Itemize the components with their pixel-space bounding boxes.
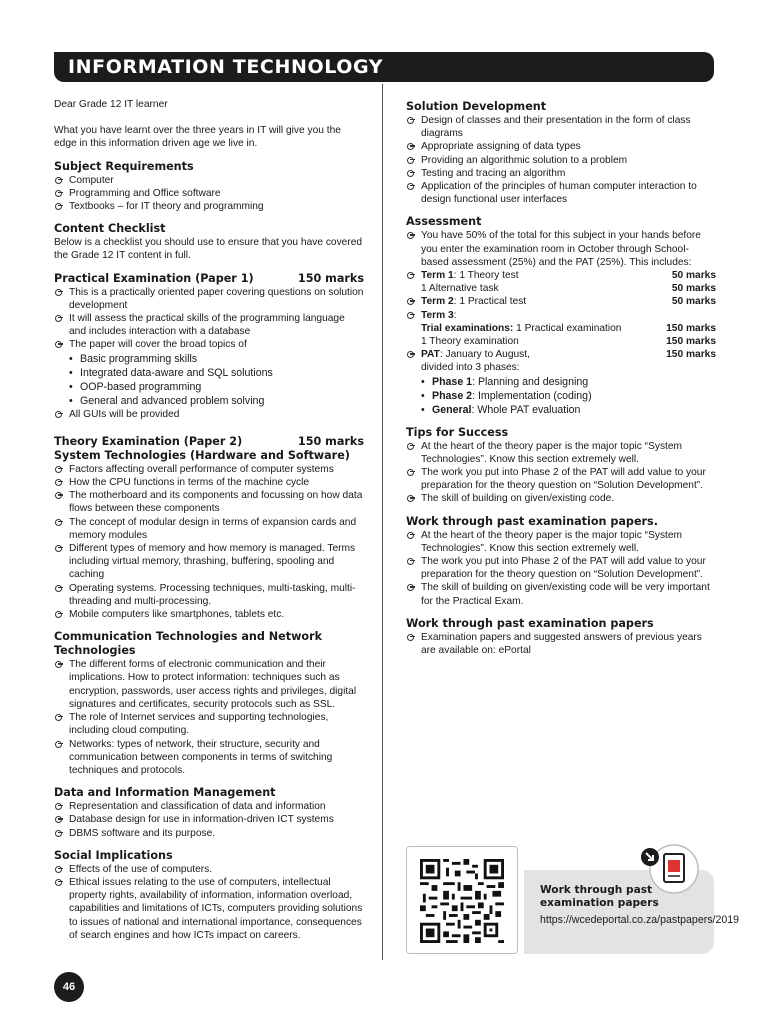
- list-item: Examination papers and suggested answers of previous years are available on: ePortal: [406, 631, 716, 657]
- theory-exam-title: Theory Examination (Paper 2): [54, 434, 243, 448]
- work-through-list-2: [406, 631, 716, 657]
- term3-label: Term 3: [421, 309, 454, 321]
- sub-list-item: [406, 389, 716, 403]
- sub-list-item: • OOP-based programming: [54, 380, 364, 394]
- intro-text: What you have learnt over the three years in IT will give you the edge in this information driven age we live in.: [54, 125, 341, 150]
- greeting: Dear Grade 12 IT learner: [54, 99, 168, 110]
- alt-task-marks: 50 marks: [671, 283, 716, 295]
- list-item: The work you put into Phase 2 of the PAT will add value to your preparation for the theory question on “Solution Development”.: [406, 555, 716, 581]
- list-item: The skill of building on given/existing code.: [406, 492, 716, 505]
- subject-requirements-list: [54, 174, 364, 214]
- sub-list-item: • Integrated data-aware and SQL solutions: [54, 366, 364, 380]
- theory-exam-heading: [54, 435, 364, 449]
- list-item: Computer: [54, 174, 364, 187]
- term2-label: Term 2: [421, 296, 454, 308]
- list-item: DBMS software and its purpose.: [54, 827, 364, 840]
- data-management-heading: Data and Information Management: [54, 786, 276, 800]
- theory-exam-marks: 150 marks: [297, 434, 364, 448]
- term1-text: : 1 Theory test: [453, 270, 519, 282]
- alt-task-text: 1 Alternative task: [421, 283, 499, 295]
- list-item: The work you put into Phase 2 of the PAT will add value to your preparation for the theory question on “Solution Development”.: [406, 466, 716, 492]
- theory-exam-row-marks: 150 marks: [666, 336, 716, 348]
- trial-label: Trial examinations:: [421, 322, 514, 334]
- list-item: It will assess the practical skills of the programming language and includes interaction with a database: [54, 312, 364, 338]
- assessment-heading: Assessment: [406, 215, 482, 229]
- sub-list-item: [406, 403, 716, 417]
- practical-topics-list: [54, 352, 364, 408]
- general-text: : Whole PAT evaluation: [471, 403, 581, 416]
- list-item: The motherboard and its components and focussing on how data flows between these components: [54, 489, 364, 515]
- sub-list-item: • Basic programming skills: [54, 352, 364, 366]
- list-item: At the heart of the theory paper is the major topic “System Technologies”. Know this section extremely well.: [406, 440, 716, 466]
- list-item: The role of Internet services and supporting technologies, including cloud computing.: [54, 711, 364, 737]
- theory-exam-row: [421, 335, 716, 348]
- list-item: Textbooks – for IT theory and programming: [54, 200, 364, 213]
- practical-last-list: [54, 408, 364, 421]
- pat-sub: divided into 3 phases:: [421, 362, 520, 374]
- list-item: At the heart of the theory paper is the major topic “System Technologies”. Know this section extremely well.: [406, 529, 716, 555]
- solution-development-heading: Solution Development: [406, 100, 547, 113]
- list-item: Effects of the use of computers.: [54, 863, 364, 876]
- document-download-icon: [638, 842, 700, 896]
- content-checklist-heading: Content Checklist: [54, 222, 166, 236]
- list-item: The paper will cover the broad topics of: [54, 338, 364, 351]
- pat-marks: 150 marks: [666, 349, 716, 361]
- list-item: Factors affecting overall performance of computer systems: [54, 463, 364, 476]
- trial-text: 1 Practical examination: [513, 322, 622, 334]
- practical-exam-title: Practical Examination (Paper 1): [54, 271, 254, 285]
- social-implications-heading: Social Implications: [54, 848, 173, 862]
- data-management-list: [54, 800, 364, 840]
- trial-marks: 150 marks: [666, 322, 716, 334]
- alt-task-row: [421, 282, 716, 295]
- theory-exam-text: 1 Theory examination: [421, 336, 519, 348]
- work-through-list-1: [406, 529, 716, 608]
- work-through-heading-2: Work through past examination papers: [406, 616, 654, 630]
- list-item: Programming and Office software: [54, 187, 364, 200]
- practical-exam-marks: 150 marks: [297, 271, 364, 285]
- sub-list-item: [406, 375, 716, 389]
- callout-title: Work through past examination papers: [540, 884, 659, 909]
- list-item: Appropriate assigning of data types: [406, 140, 716, 153]
- phase1-text: : Planning and designing: [472, 375, 589, 388]
- list-item: Networks: types of network, their structure, security and communication between components in terms of switching techniques and protocols.: [54, 738, 364, 778]
- checklist-text: Below is a checklist you should use to ensure that you have covered the Grade 12 IT content in full.: [54, 237, 363, 262]
- pat-label: PAT: [421, 349, 440, 361]
- practical-exam-list: [54, 286, 364, 352]
- list-item: Database design for use in information-driven ICT systems: [54, 813, 364, 826]
- term1-marks: 50 marks: [671, 270, 716, 282]
- list-item: Design of classes and their presentation in the form of class diagrams: [406, 114, 716, 140]
- list-item: Application of the principles of human computer interaction to design functional user interfaces: [406, 180, 716, 206]
- sub-list-item: • General and advanced problem solving: [54, 394, 364, 408]
- phase2-text: : Implementation (coding): [472, 389, 592, 402]
- term3-text: :: [453, 309, 457, 321]
- right-column: [406, 100, 716, 657]
- solution-development-list: [406, 114, 716, 206]
- list-item: The skill of building on given/existing code will be very important for the Practical Exam.: [406, 581, 716, 607]
- pat-text: : January to August,: [439, 349, 530, 361]
- subject-requirements-heading: Subject Requirements: [54, 159, 194, 173]
- assessment-term3: [406, 309, 716, 349]
- term1-label: Term 1: [421, 270, 454, 282]
- trial-row: [421, 322, 716, 335]
- list-item: Different types of memory and how memory is managed. Terms including virtual memory, thrashing, buffering, spooling and caching: [54, 542, 364, 582]
- practical-exam-heading: [54, 272, 364, 286]
- list-item: This is a practically oriented paper covering questions on solution development: [54, 286, 364, 312]
- phase1-label: Phase 1: [432, 375, 473, 388]
- communication-technologies-heading: Communication Technologies and Network Technologies: [54, 630, 323, 658]
- pat-phases-list: [406, 375, 716, 417]
- list-item: Ethical issues relating to the use of computers, intellectual property rights, availability of information, information overload, capabilities and limitations of ICTs, computers providing solutions to issues of national and international importance, consequences of search engines and how ICTs impact on careers.: [54, 876, 364, 942]
- social-implications-list: [54, 863, 364, 942]
- qr-code-box[interactable]: [406, 846, 518, 954]
- tips-heading: Tips for Success: [406, 425, 509, 439]
- column-divider: [382, 84, 383, 960]
- callout-url-link[interactable]: https://wcedeportal.co.za/pastpapers/2019: [540, 914, 740, 926]
- assessment-term1: [406, 269, 716, 295]
- system-technologies-heading: System Technologies (Hardware and Software): [54, 448, 350, 462]
- list-item: The different forms of electronic communication and their implications. How to protect information: techniques such as encryption, passwords, user access rights and privileges, digital signatures and certificates, security protocols such as SSL.: [54, 658, 364, 711]
- list-item: Mobile computers like smartphones, tablets etc.: [54, 608, 364, 621]
- communication-technologies-list: [54, 658, 364, 777]
- general-label: General: [432, 403, 472, 416]
- assessment-list: [406, 229, 716, 374]
- tips-list: [406, 440, 716, 506]
- list-item: Representation and classification of data and information: [54, 800, 364, 813]
- work-through-heading-1: Work through past examination papers.: [406, 514, 658, 528]
- list-item: You have 50% of the total for this subject in your hands before you enter the examination room in October through School-based assessment (25%) and the PAT (25%). This includes:: [406, 229, 716, 269]
- list-item: Providing an algorithmic solution to a problem: [406, 154, 716, 167]
- list-item: How the CPU functions in terms of the machine cycle: [54, 476, 364, 489]
- system-technologies-list: [54, 463, 364, 621]
- list-item: Testing and tracing an algorithm: [406, 167, 716, 180]
- header-banner: [54, 52, 714, 82]
- qr-code-icon[interactable]: [419, 859, 505, 943]
- list-item: Operating systems. Processing techniques, multi-tasking, multi-threading and multi-processing.: [54, 582, 364, 608]
- phase2-label: Phase 2: [432, 389, 473, 402]
- list-item: All GUIs will be provided: [54, 408, 364, 421]
- term2-text: : 1 Practical test: [453, 296, 527, 308]
- assessment-pat: [406, 348, 716, 374]
- page-title: INFORMATION TECHNOLOGY: [68, 56, 384, 78]
- list-item: The concept of modular design in terms of expansion cards and memory modules: [54, 516, 364, 542]
- assessment-term2: [406, 295, 716, 308]
- term2-marks: 50 marks: [671, 296, 716, 308]
- left-column: [54, 98, 364, 942]
- page-number: 46: [54, 972, 84, 1002]
